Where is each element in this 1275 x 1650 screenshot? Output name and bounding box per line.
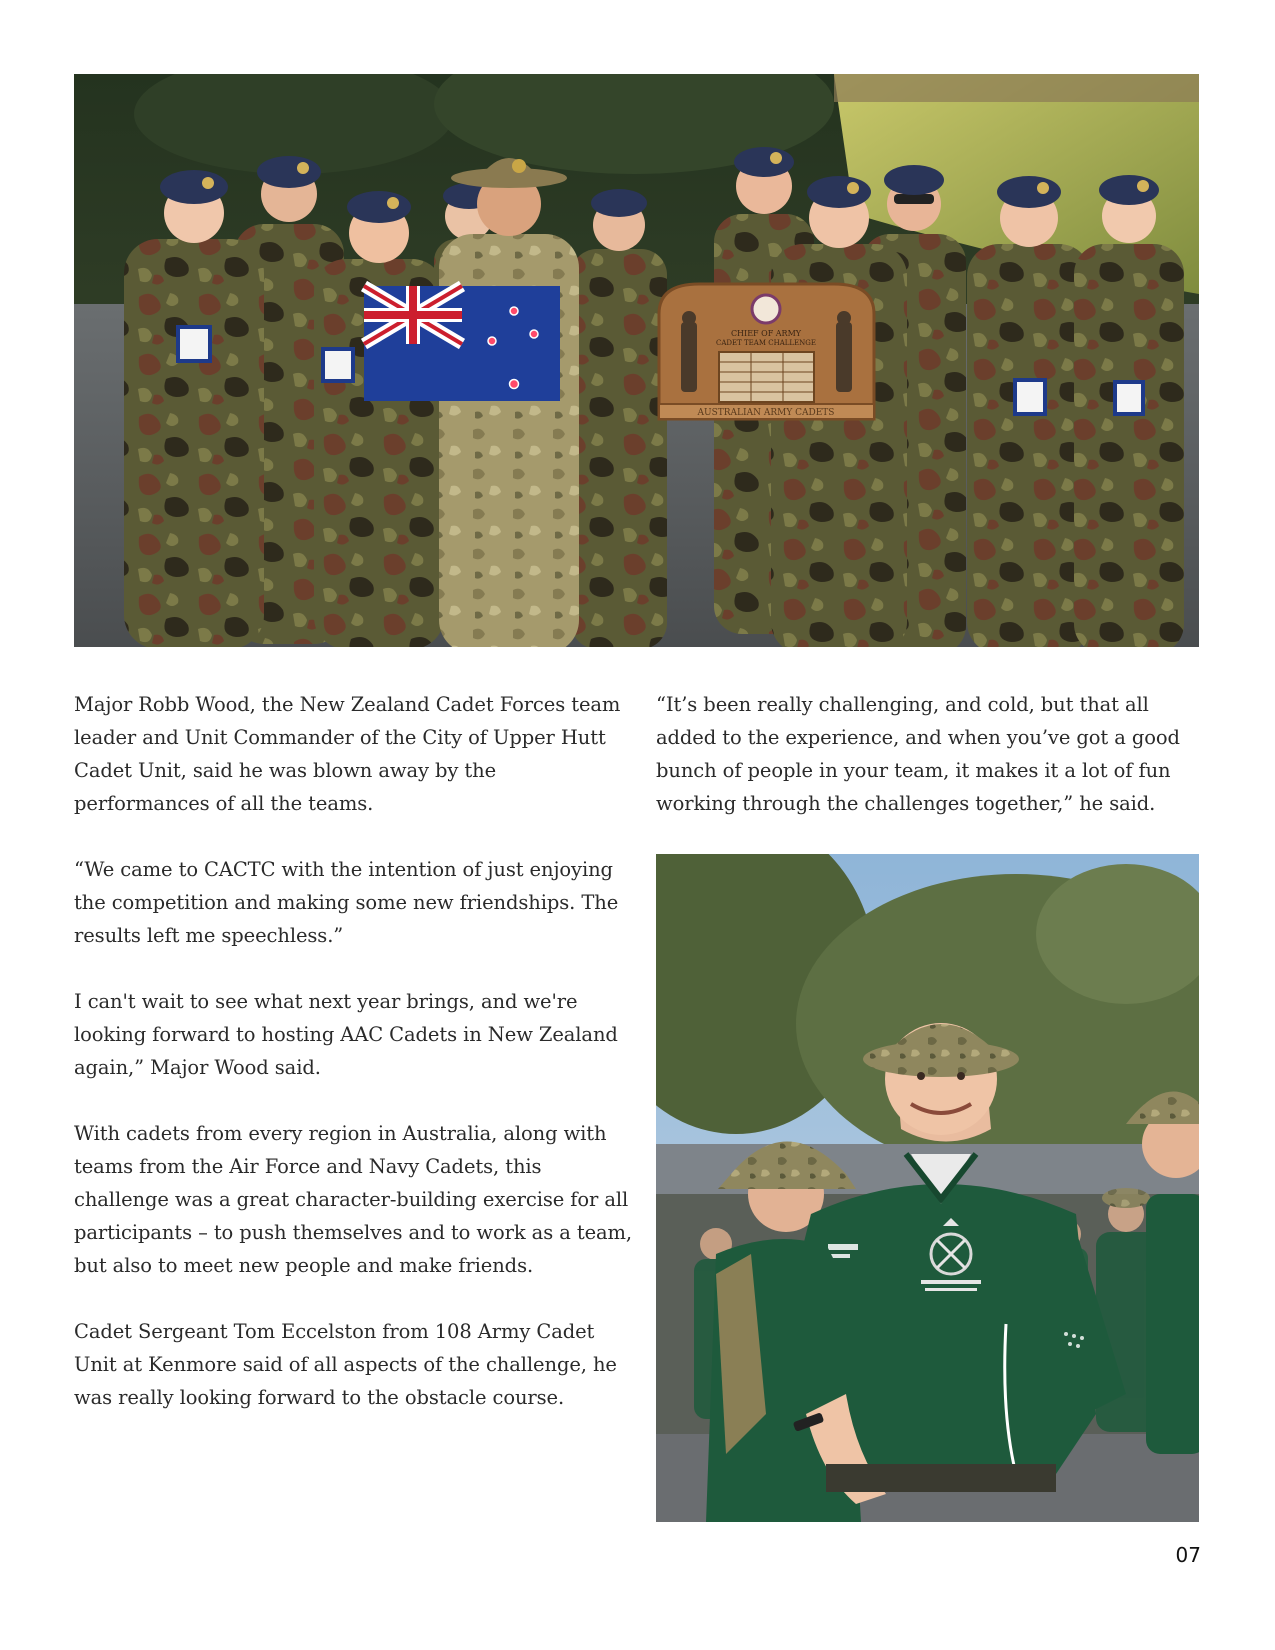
new-zealand-flag-icon bbox=[364, 286, 560, 401]
paragraph: With cadets from every region in Australia, along with teams from the Air Force and Navy Cadets, this challenge was a great character-building exercise for all participants – to push themselves and to work as a team, but also to meet new people and make friends. bbox=[74, 1122, 633, 1277]
page-number: 07 bbox=[1175, 1543, 1201, 1567]
group-photo bbox=[74, 74, 1199, 647]
paragraph: Major Robb Wood, the New Zealand Cadet Forces team leader and Unit Commander of the City of Upper Hutt Cadet Unit, said he was blown away by the performances of all the teams. bbox=[74, 693, 621, 815]
svg-text:CADET TEAM CHALLENGE: CADET TEAM CHALLENGE bbox=[715, 339, 817, 347]
svg-text:AUSTRALIAN ARMY CADETS: AUSTRALIAN ARMY CADETS bbox=[697, 408, 835, 418]
paragraph: “It’s been really challenging, and cold, but that all added to the experience, and when you’ve got a good bunch of people in your team, it makes it a lot of fun working through the challenges together,” he said. bbox=[656, 693, 1180, 815]
article-left-column bbox=[74, 688, 634, 1447]
paragraph: Cadet Sergeant Tom Eccelston from 108 Army Cadet Unit at Kenmore said of all aspects of the challenge, he was really looking forward to the obstacle course. bbox=[74, 1320, 617, 1409]
svg-text:CHIEF OF ARMY: CHIEF OF ARMY bbox=[730, 329, 802, 338]
group-photo-illustration bbox=[74, 74, 1199, 647]
article-right-column bbox=[656, 688, 1206, 853]
cadet-portrait-photo bbox=[656, 854, 1199, 1522]
paragraph: “We came to CACTC with the intention of just enjoying the competition and making some new friendships. The results left me speechless.” bbox=[74, 858, 619, 947]
paragraph: I can't wait to see what next year brings, and we're looking forward to hosting AAC Cadets in New Zealand again,” Major Wood said. bbox=[74, 990, 618, 1079]
cadet-portrait-illustration bbox=[656, 854, 1199, 1522]
trophy-plaque bbox=[659, 284, 874, 419]
